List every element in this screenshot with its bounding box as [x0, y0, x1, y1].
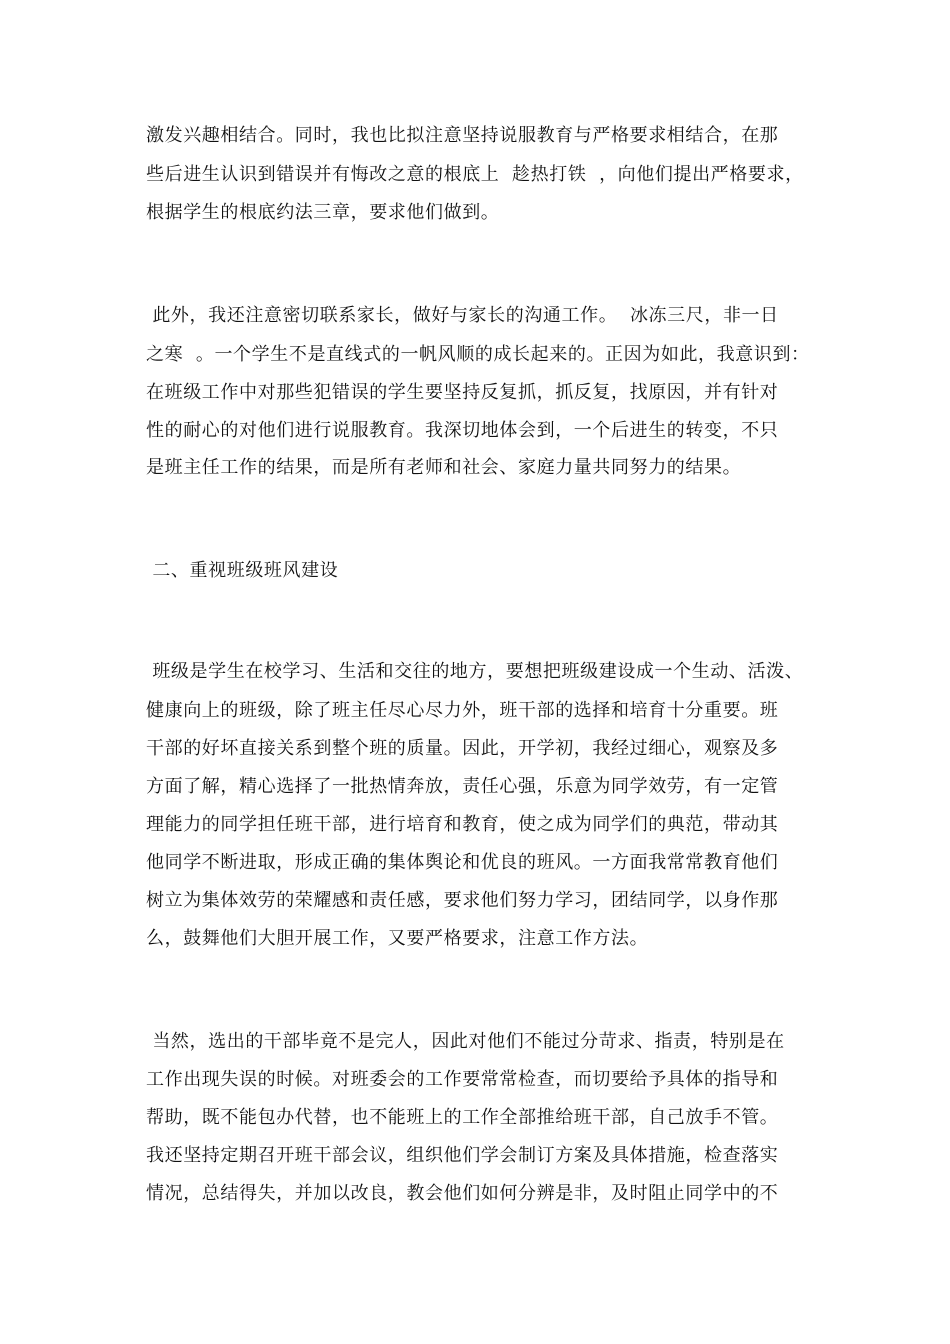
text-line: 情况，总结得失，并加以改良，教会他们如何分辨是非，及时阻止同学中的不	[146, 1183, 779, 1204]
text-line: 当然，选出的干部毕竟不是完人，因此对他们不能过分苛求、指责，特别是在	[146, 1031, 785, 1052]
text-line: 此外，我还注意密切联系家长，做好与家长的沟通工作。 冰冻三尺，非一日	[146, 305, 779, 326]
text-line: 是班主任工作的结果，而是所有老师和社会、家庭力量共同努力的结果。	[146, 457, 742, 478]
text-line: 之寒 。一个学生不是直线式的一帆风顺的成长起来的。正因为如此，我意识到：	[146, 344, 810, 365]
text-line: 他同学不断进取，形成正确的集体舆论和优良的班风。一方面我常常教育他们	[146, 852, 779, 873]
text-line: 我还坚持定期召开班干部会议，组织他们学会制订方案及具体措施，检查落实	[146, 1145, 779, 1166]
text-line: 激发兴趣相结合。同时，我也比拟注意坚持说服教育与严格要求相结合，在那	[146, 125, 779, 146]
text-line: 班级是学生在校学习、生活和交往的地方，要想把班级建设成一个生动、活泼、	[146, 661, 804, 682]
text-line: 么，鼓舞他们大胆开展工作，又要严格要求，注意工作方法。	[146, 928, 649, 949]
text-line: 在班级工作中对那些犯错误的学生要坚持反复抓，抓反复，找原因，并有针对	[146, 382, 779, 403]
text-line: 些后进生认识到错误并有悔改之意的根底上 趁热打铁 ，向他们提出严格要求，	[146, 164, 804, 185]
text-line: 理能力的同学担任班干部，进行培育和教育，使之成为同学们的典范，带动其	[146, 814, 779, 835]
text-line: 根据学生的根底约法三章，要求他们做到。	[146, 202, 500, 223]
text-line: 干部的好坏直接关系到整个班的质量。因此，开学初，我经过细心，观察及多	[146, 738, 779, 759]
text-line: 方面了解，精心选择了一批热情奔放，责任心强，乐意为同学效劳，有一定管	[146, 776, 779, 797]
text-line: 健康向上的班级，除了班主任尽心尽力外，班干部的选择和培育十分重要。班	[146, 700, 779, 721]
text-line: 工作出现失误的时候。对班委会的工作要常常检查，而切要给予具体的指导和	[146, 1069, 779, 1090]
text-line: 性的耐心的对他们进行说服教育。我深切地体会到，一个后进生的转变，不只	[146, 420, 779, 441]
text-line: 帮助，既不能包办代替，也不能班上的工作全部推给班干部，自己放手不管。	[146, 1107, 779, 1128]
text-line: 树立为集体效劳的荣耀感和责任感，要求他们努力学习，团结同学，以身作那	[146, 890, 779, 911]
heading-line: 二、重视班级班风建设	[146, 560, 339, 581]
